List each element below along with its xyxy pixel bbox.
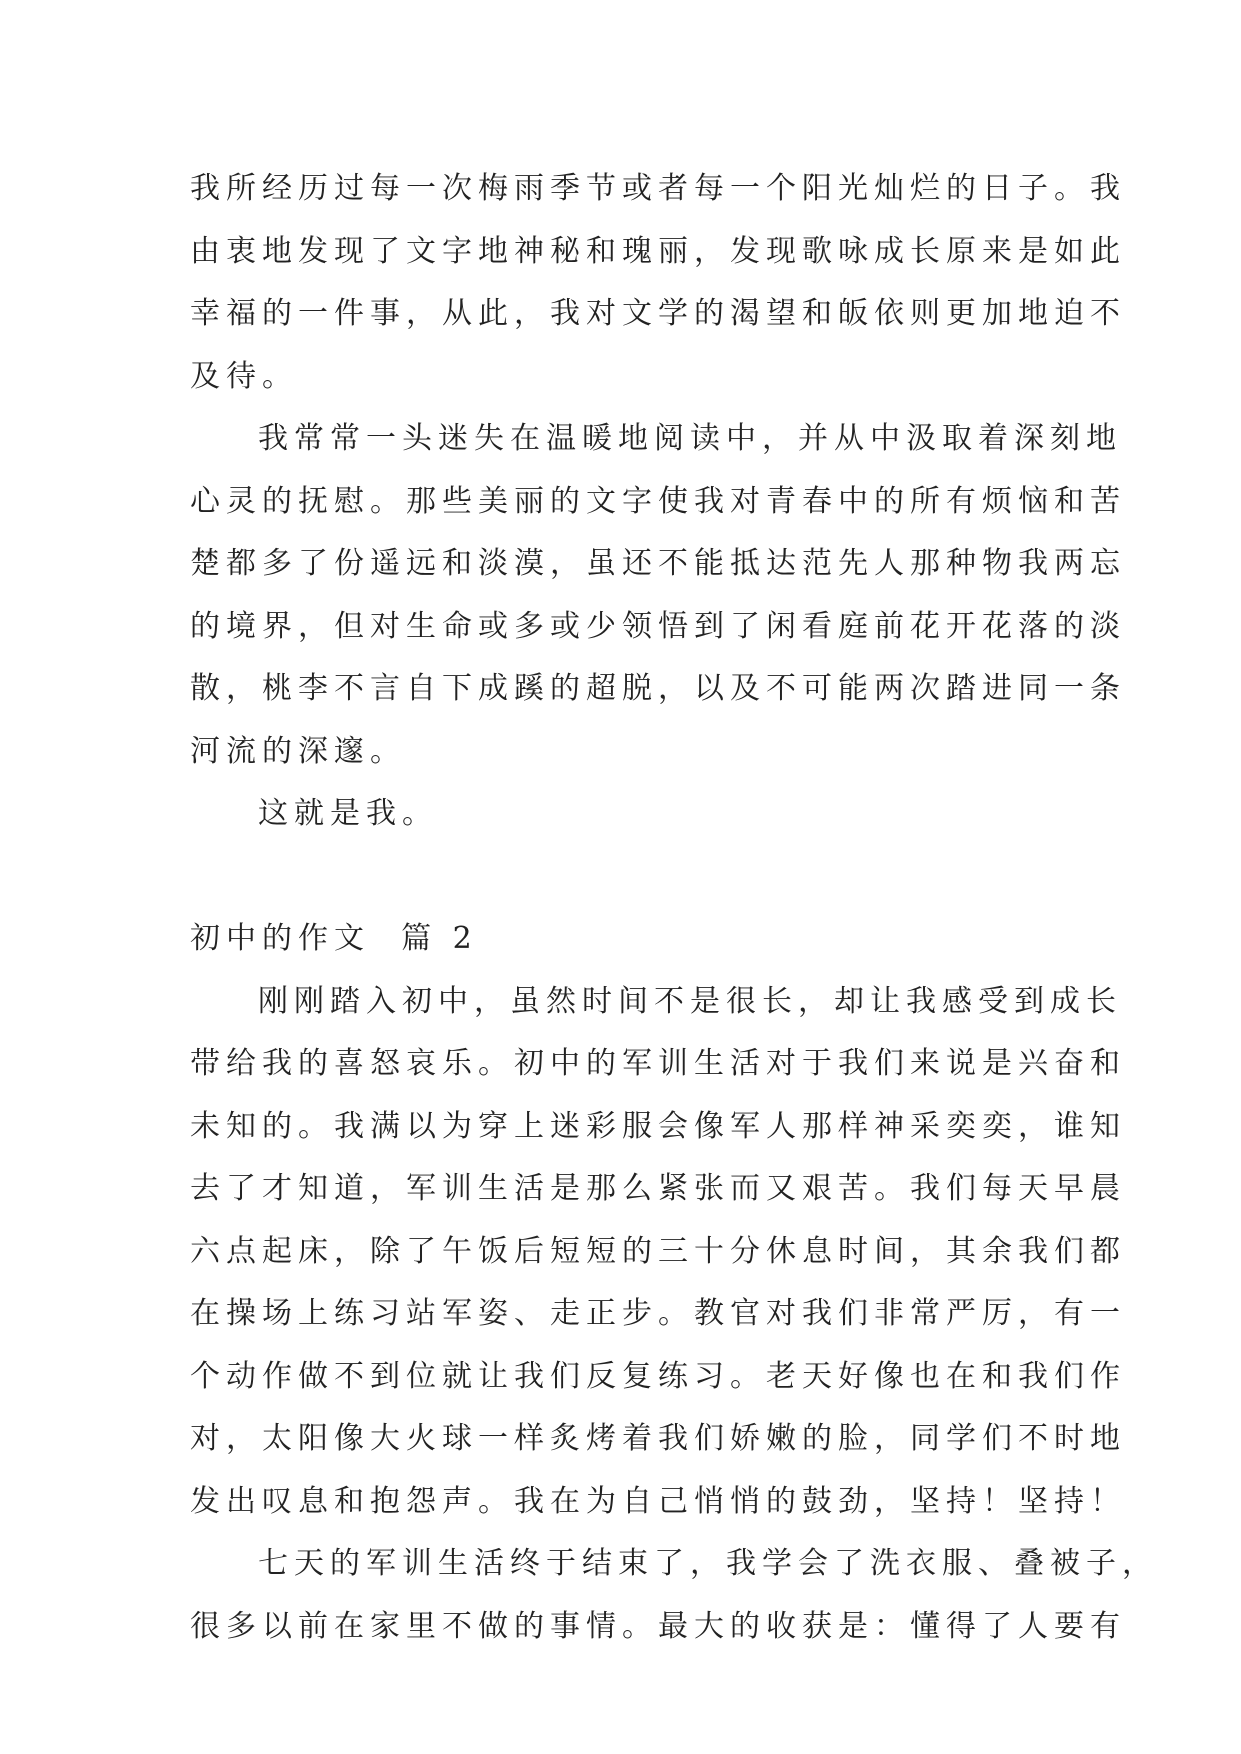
paragraph-4 xyxy=(190,971,1126,1534)
paragraph-3 xyxy=(190,783,1060,846)
text-line: 及待。 xyxy=(190,358,298,394)
text-line: 这就是我。 xyxy=(258,796,438,831)
text-line: 幸福的一件事，从此，我对文学的渴望和皈依则更加地迫不 xyxy=(190,296,1126,331)
text-line: 的境界，但对生命或多或少领悟到了闲看庭前花开花落的淡 xyxy=(190,608,1126,644)
text-line: 由衷地发现了文字地神秘和瑰丽，发现歌咏成长原来是如此 xyxy=(190,233,1126,269)
paragraph-2 xyxy=(190,408,1126,783)
paragraph-1 xyxy=(190,158,1126,408)
text-line: 对，太阳像大火球一样炙烤着我们娇嫩的脸，同学们不时地 xyxy=(190,1421,1126,1456)
text-line: 七天的军训生活终于结束了，我学会了洗衣服、叠被子， xyxy=(258,1546,1158,1581)
text-line: 心灵的抚慰。那些美丽的文字使我对青春中的所有烦恼和苦 xyxy=(190,483,1126,519)
text-line: 在操场上练习站军姿、走正步。教官对我们非常严厉，有一 xyxy=(190,1296,1126,1331)
text-line: 未知的。我满以为穿上迷彩服会像军人那样神采奕奕，谁知 xyxy=(190,1108,1126,1144)
text-line: 楚都多了份遥远和淡漠，虽还不能抵达范先人那种物我两忘 xyxy=(190,546,1126,581)
text-line: 个动作做不到位就让我们反复练习。老天好像也在和我们作 xyxy=(190,1358,1126,1394)
text-line: 去了才知道，军训生活是那么紧张而又艰苦。我们每天早晨 xyxy=(190,1171,1126,1206)
text-line: 刚刚踏入初中，虽然时间不是很长，却让我感受到成长 xyxy=(258,983,1122,1019)
section-heading: 初中的作文 篇 2 xyxy=(190,921,478,956)
text-line: 河流的深邃。 xyxy=(190,733,406,769)
paragraph-5 xyxy=(190,1533,1158,1658)
text-line: 散，桃李不言自下成蹊的超脱，以及不可能两次踏进同一条 xyxy=(190,671,1126,706)
text-line: 很多以前在家里不做的事情。最大的收获是：懂得了人要有 xyxy=(190,1608,1126,1644)
text-line: 我所经历过每一次梅雨季节或者每一个阳光灿烂的日子。我 xyxy=(190,171,1126,206)
text-line: 带给我的喜怒哀乐。初中的军训生活对于我们来说是兴奋和 xyxy=(190,1046,1126,1081)
blank-line xyxy=(190,846,1060,909)
document-page xyxy=(190,158,1158,1658)
text-line: 我常常一头迷失在温暖地阅读中，并从中汲取着深刻地 xyxy=(258,421,1122,456)
text-line: 六点起床，除了午饭后短短的三十分休息时间，其余我们都 xyxy=(190,1233,1126,1269)
text-line: 发出叹息和抱怨声。我在为自己悄悄的鼓劲，坚持！坚持！ xyxy=(190,1483,1126,1519)
